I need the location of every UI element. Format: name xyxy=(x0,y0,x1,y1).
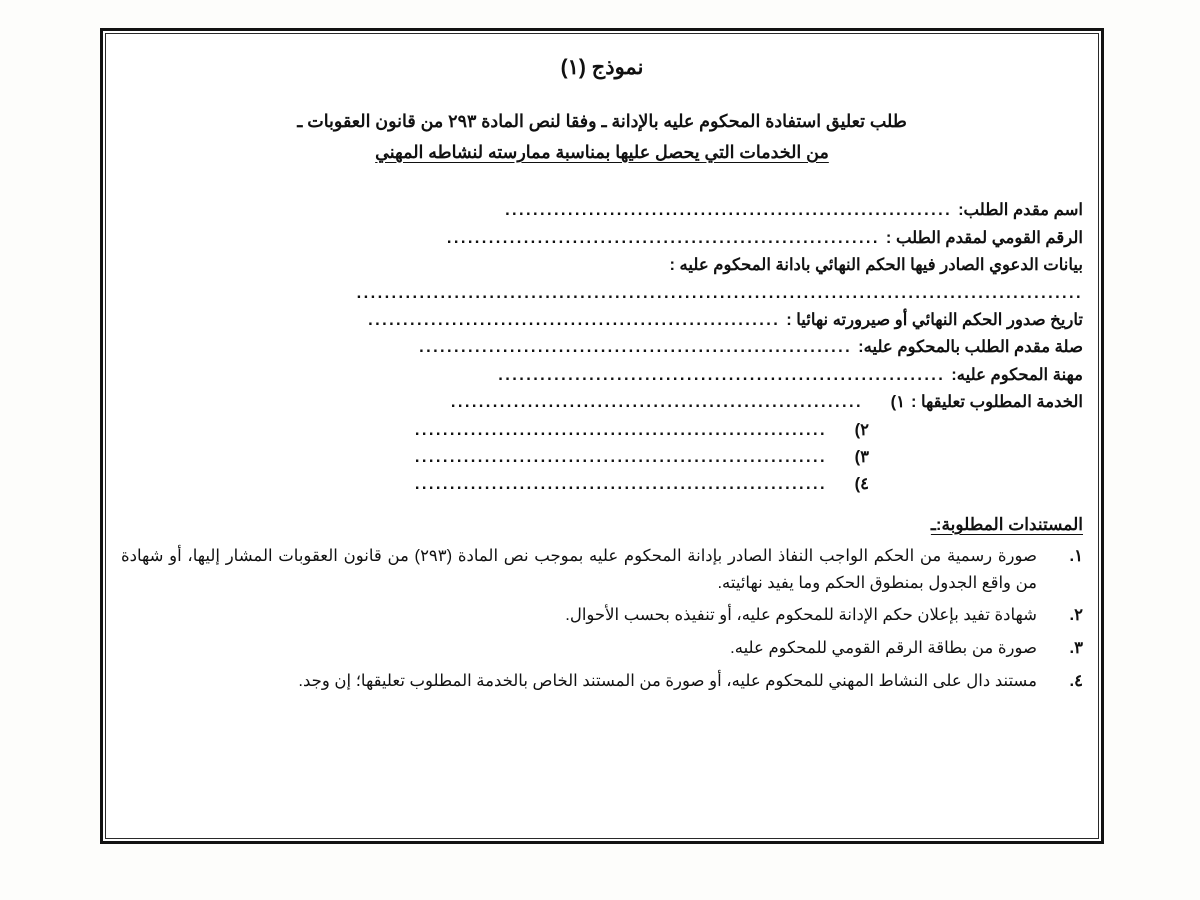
required-documents-heading: المستندات المطلوبة:ـ xyxy=(930,514,1083,534)
title-line-2: من الخدمات التي يحصل عليها بمناسبة ممارسته لنشاطه المهني xyxy=(375,141,829,162)
list-item-text: صورة رسمية من الحكم الواجب النفاذ الصادر بإدانة المحكوم عليه بموجب نص المادة (٢٩٣) من قانون العقوبات المشار إليها، أو شهادة من واقع الجدول بمنطوق الحكم وما يفيد نهائيته. xyxy=(121,546,1037,592)
list-item xyxy=(121,668,1083,695)
fill-in-line[interactable]: ........................................................... xyxy=(414,475,827,494)
field-label: الخدمة المطلوب تعليقها : xyxy=(910,393,1083,412)
service-item-index-2: ٢) xyxy=(854,420,869,439)
fill-in-line[interactable]: .............................................................. xyxy=(446,228,880,247)
list-item-index: ٢. xyxy=(1069,606,1083,625)
list-item xyxy=(121,543,1083,596)
list-item xyxy=(121,602,1083,629)
fill-in-line[interactable]: ........................................................... xyxy=(450,393,863,412)
service-item-index-4: ٤) xyxy=(854,475,869,494)
service-item-3 xyxy=(121,444,1083,471)
field-case-details xyxy=(121,252,1083,279)
document-frame xyxy=(100,28,1104,844)
field-case-details-line xyxy=(121,280,1083,307)
document-body xyxy=(121,41,1083,831)
fill-in-line[interactable]: ........................................................... xyxy=(414,420,827,439)
list-item-text: مستند دال على النشاط المهني للمحكوم عليه، أو صورة من المستند الخاص بالخدمة المطلوب تعليقها؛ إن وجد. xyxy=(298,671,1037,690)
field-service-to-suspend xyxy=(121,389,1083,416)
service-item-index-3: ٣) xyxy=(854,448,869,467)
form-number-heading: نموذج (١) xyxy=(560,56,644,79)
form-fields xyxy=(121,197,1083,499)
field-label: الرقم القومي لمقدم الطلب : xyxy=(885,228,1083,247)
list-item-text: صورة من بطاقة الرقم القومي للمحكوم عليه. xyxy=(730,639,1037,658)
field-convict-profession xyxy=(121,362,1083,389)
list-item-index: ٤. xyxy=(1069,671,1083,690)
fill-in-line[interactable]: ................................................................ xyxy=(505,201,953,220)
field-label: تاريخ صدور الحكم النهائي أو صيرورته نهائيا : xyxy=(786,310,1083,329)
fill-in-line[interactable]: .............................................................. xyxy=(419,338,853,357)
list-item-index: ١. xyxy=(1069,546,1083,565)
list-item-index: ٣. xyxy=(1069,639,1083,658)
required-documents-list xyxy=(121,543,1083,695)
fill-in-line[interactable]: ................................................................ xyxy=(498,365,946,384)
fill-in-line[interactable]: ........................................................... xyxy=(414,448,827,467)
service-item-4 xyxy=(121,471,1083,498)
field-applicant-national-id xyxy=(121,225,1083,252)
field-label: بيانات الدعوي الصادر فيها الحكم النهائي بادانة المحكوم عليه : xyxy=(669,256,1083,275)
field-judgment-date xyxy=(121,307,1083,334)
document-title xyxy=(121,106,1083,167)
field-relation-to-convict xyxy=(121,334,1083,361)
title-line-1: طلب تعليق استفادة المحكوم عليه بالإدانة ـ وفقا لنص المادة ٢٩٣ من قانون العقوبات ـ xyxy=(297,111,907,131)
service-item-index-1: ١) xyxy=(890,393,905,412)
field-applicant-name xyxy=(121,197,1083,224)
list-item-text: شهادة تفيد بإعلان حكم الإدانة للمحكوم عليه، أو تنفيذه بحسب الأحوال. xyxy=(565,606,1037,625)
fill-in-line[interactable]: ........................................................... xyxy=(368,310,781,329)
fill-in-line[interactable]: ........................................................................................................ xyxy=(356,283,1083,302)
field-label: مهنة المحكوم عليه: xyxy=(951,365,1083,384)
field-label: صلة مقدم الطلب بالمحكوم عليه: xyxy=(858,338,1083,357)
field-label: اسم مقدم الطلب: xyxy=(958,201,1083,220)
list-item xyxy=(121,635,1083,662)
service-item-2 xyxy=(121,417,1083,444)
